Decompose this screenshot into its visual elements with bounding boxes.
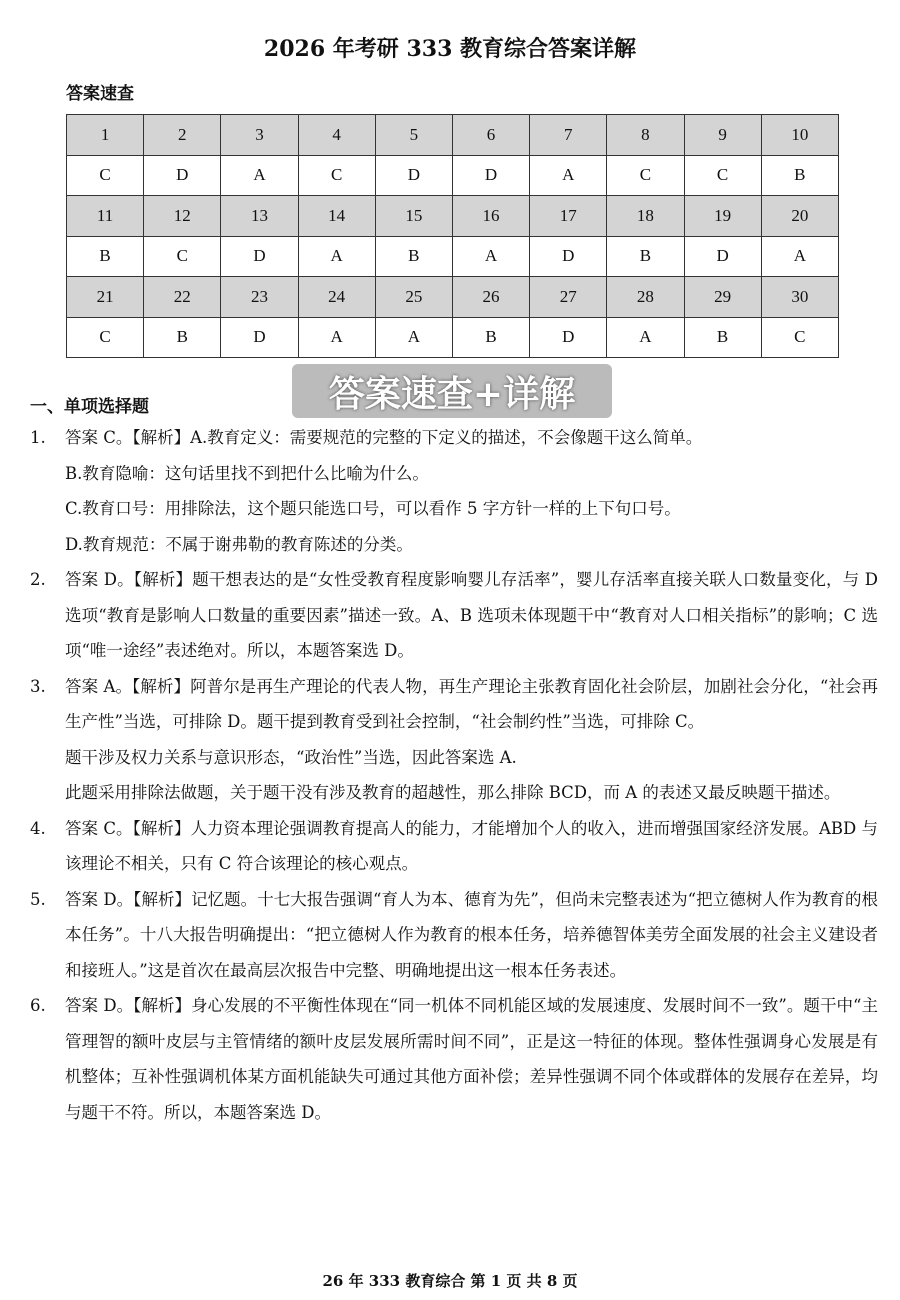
answer-cell: B bbox=[452, 317, 529, 358]
question-number-cell: 10 bbox=[761, 115, 838, 156]
explanation-text: 答案 D。【解析】身心发展的不平衡性体现在“同一机体不同机能区域的发展速度、发展时间不一致”。题干中“主管理智的额叶皮层与主管情绪的额叶皮层发展所需时间不同”，正是这一特征的体现。整体性强调身心发展是有机整体；互补性强调机体某方面机能缺失可通过其他方面补偿；差异性强调不同个体或群体的发展存在差异，均与题干不符。所以，本题答案选 D。 bbox=[65, 996, 878, 1122]
answer-cell: C bbox=[761, 317, 838, 358]
question-number: 1. bbox=[30, 428, 46, 447]
question-number: 2. bbox=[30, 570, 46, 589]
question-number-cell: 26 bbox=[452, 277, 529, 318]
answer-cell: A bbox=[607, 317, 684, 358]
question-item bbox=[30, 882, 878, 989]
question-number: 4. bbox=[30, 818, 46, 838]
question-number-cell: 15 bbox=[375, 196, 452, 237]
answer-cell: B bbox=[761, 155, 838, 196]
explanation-text: 答案 C。【解析】A.教育定义：需要规范的完整的下定义的描述，不会像题干这么简单。 bbox=[65, 428, 703, 447]
question-number-row bbox=[67, 277, 839, 318]
explanation-paragraph: 题干涉及权力关系与意识形态，“政治性”当选，因此答案选 A. bbox=[65, 747, 517, 767]
question-number-row bbox=[67, 196, 839, 237]
explanation-paragraph: C.教育口号：用排除法，这个题只能选口号，可以看作 5 字方针一样的上下句口号。 bbox=[65, 499, 681, 518]
answer-cell: B bbox=[684, 317, 761, 358]
question-number-cell: 9 bbox=[684, 115, 761, 156]
answer-cell: D bbox=[530, 236, 607, 277]
answer-cell: C bbox=[144, 236, 221, 277]
page-footer: 26 年 333 教育综合 第 1 页 共 8 页 bbox=[322, 1272, 578, 1290]
answer-cell: A bbox=[375, 317, 452, 358]
question-number: 3. bbox=[30, 676, 46, 696]
question-number-cell: 7 bbox=[530, 115, 607, 156]
question-number: 6. bbox=[30, 996, 46, 1015]
answer-cell: B bbox=[375, 236, 452, 277]
question-number-cell: 3 bbox=[221, 115, 298, 156]
question-number-cell: 8 bbox=[607, 115, 684, 156]
explanation-paragraph: D.教育规范：不属于谢弗勒的教育陈述的分类。 bbox=[65, 534, 413, 554]
answer-cell: D bbox=[221, 236, 298, 277]
question-number-cell: 30 bbox=[761, 277, 838, 318]
question-number-cell: 5 bbox=[375, 115, 452, 156]
question-number-cell: 13 bbox=[221, 196, 298, 237]
question-number-cell: 22 bbox=[144, 277, 221, 318]
question-number-cell: 21 bbox=[67, 277, 144, 318]
answer-cell: D bbox=[530, 317, 607, 358]
question-number-cell: 17 bbox=[530, 196, 607, 237]
answer-cell: C bbox=[684, 155, 761, 196]
question-number-cell: 16 bbox=[452, 196, 529, 237]
question-number-cell: 4 bbox=[298, 115, 375, 156]
answer-cell: D bbox=[375, 155, 452, 196]
explanation-text: 答案 A。【解析】阿普尔是再生产理论的代表人物，再生产理论主张教育固化社会阶层，加剧社会分化，“社会再生产性”当选，可排除 D。题干提到教育受到社会控制，“社会制约性”当选，可排除 C。 bbox=[65, 676, 878, 731]
answer-row bbox=[67, 155, 839, 196]
question-number-cell: 18 bbox=[607, 196, 684, 237]
explanation-paragraph: B.教育隐喻：这句话里找不到把什么比喻为什么。 bbox=[65, 463, 429, 483]
question-number-cell: 11 bbox=[67, 196, 144, 237]
answer-cell: D bbox=[144, 155, 221, 196]
answer-cell: A bbox=[298, 317, 375, 358]
explanation-text: 答案 D。【解析】记忆题。十七大报告强调“育人为本、德育为先”，但尚未完整表述为“把立德树人作为教育的根本任务”。十八大报告明确提出：“把立德树人作为教育的根本任务，培养德智体美劳全面发展的社会主义建设者和接班人。”这是首次在最高层次报告中完整、明确地提出这一根本任务表述。 bbox=[65, 889, 878, 980]
answer-cell: B bbox=[607, 236, 684, 277]
explanation-text: 答案 D。【解析】题干想表达的是“女性受教育程度影响婴儿存活率”，婴儿存活率直接关联人口数量变化，与 D 选项“教育是影响人口数量的重要因素”描述一致。A、B 选项未体现题干中“教育对人口相关指标”的影响；C 选项“唯一途经”表述绝对。所以，本题答案选 D。 bbox=[65, 570, 878, 660]
question-number-cell: 28 bbox=[607, 277, 684, 318]
answer-cell: A bbox=[298, 236, 375, 277]
question-item bbox=[30, 669, 878, 740]
question-number-cell: 6 bbox=[452, 115, 529, 156]
answer-cell: A bbox=[761, 236, 838, 277]
answer-cell: C bbox=[67, 317, 144, 358]
question-number-cell: 24 bbox=[298, 277, 375, 318]
question-number-cell: 25 bbox=[375, 277, 452, 318]
question-item bbox=[30, 420, 878, 456]
question-number-cell: 1 bbox=[67, 115, 144, 156]
question-number-cell: 2 bbox=[144, 115, 221, 156]
question-item bbox=[30, 988, 878, 1130]
question-number-cell: 12 bbox=[144, 196, 221, 237]
question-item bbox=[30, 562, 878, 669]
answer-row bbox=[67, 317, 839, 358]
question-number-cell: 27 bbox=[530, 277, 607, 318]
question-number-cell: 20 bbox=[761, 196, 838, 237]
answer-row bbox=[67, 236, 839, 277]
question-number-cell: 19 bbox=[684, 196, 761, 237]
answer-cell: A bbox=[530, 155, 607, 196]
question-number-cell: 23 bbox=[221, 277, 298, 318]
answer-cell: D bbox=[221, 317, 298, 358]
page-title: 2026 年考研 333 教育综合答案详解 bbox=[263, 36, 637, 62]
answer-explanations bbox=[30, 420, 878, 1130]
quick-answer-heading: 答案速查 bbox=[66, 84, 134, 104]
question-number-cell: 14 bbox=[298, 196, 375, 237]
answer-cell: C bbox=[607, 155, 684, 196]
answer-cell: D bbox=[452, 155, 529, 196]
answer-table bbox=[66, 114, 839, 358]
explanation-paragraph: 此题采用排除法做题，关于题干没有涉及教育的超越性，那么排除 BCD，而 A 的表述又最反映题干描述。 bbox=[65, 783, 841, 802]
explanation-text: 答案 C。【解析】人力资本理论强调教育提高人的能力，才能增加个人的收入，进而增强国家经济发展。ABD 与该理论不相关，只有 C 符合该理论的核心观点。 bbox=[65, 818, 878, 873]
answer-cell: B bbox=[144, 317, 221, 358]
question-number-row bbox=[67, 115, 839, 156]
answer-cell: C bbox=[298, 155, 375, 196]
answer-cell: A bbox=[452, 236, 529, 277]
question-item bbox=[30, 811, 878, 882]
section-title: 一、单项选择题 bbox=[30, 397, 149, 417]
answer-cell: C bbox=[67, 155, 144, 196]
watermark-banner: 答案速查+详解 bbox=[292, 364, 612, 418]
question-number: 5. bbox=[30, 889, 46, 909]
question-number-cell: 29 bbox=[684, 277, 761, 318]
answer-cell: D bbox=[684, 236, 761, 277]
answer-cell: B bbox=[67, 236, 144, 277]
answer-cell: A bbox=[221, 155, 298, 196]
